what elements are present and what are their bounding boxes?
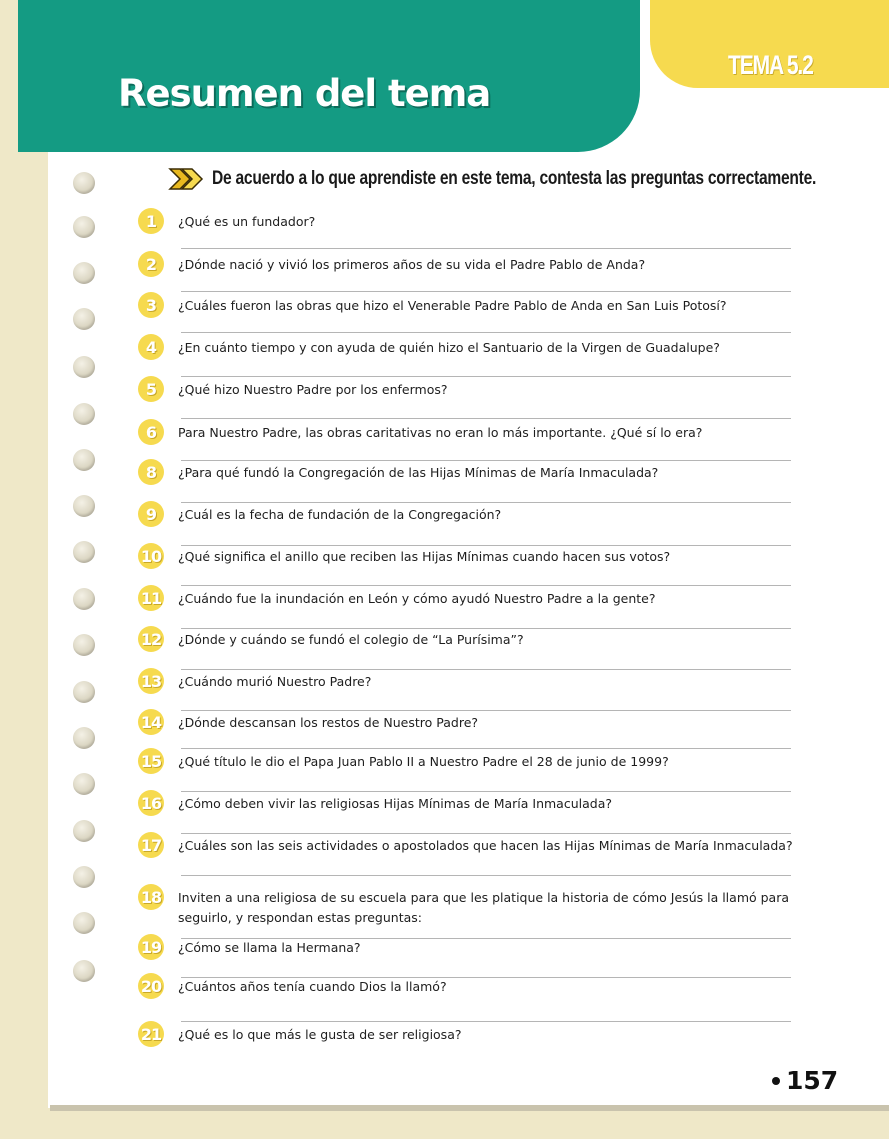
binder-hole-icon: [73, 449, 95, 471]
question-text: Para Nuestro Padre, las obras caritativas no eran lo más importante. ¿Qué sí lo era?: [178, 425, 703, 440]
question-text: ¿Qué título le dio el Papa Juan Pablo II a Nuestro Padre el 28 de junio de 1999?: [178, 754, 669, 769]
question-number-badge: 3: [138, 292, 164, 318]
question-number-badge: 18: [138, 884, 164, 910]
question-number-badge: 21: [138, 1021, 164, 1047]
question-number-badge: 6: [138, 419, 164, 445]
binder-hole-icon: [73, 912, 95, 934]
question-number-badge: 5: [138, 376, 164, 402]
answer-line: [181, 248, 791, 249]
page-title: Resumen del tema: [118, 72, 491, 115]
question-text: ¿Qué es un fundador?: [178, 214, 316, 229]
binder-hole-icon: [73, 541, 95, 563]
question-text: ¿Qué significa el anillo que reciben las Hijas Mínimas cuando hacen sus votos?: [178, 549, 671, 564]
binder-hole-icon: [73, 727, 95, 749]
question-text: ¿Cuáles son las seis actividades o apostolados que hacen las Hijas Mínimas de María Inmaculada?: [178, 838, 793, 853]
question-number-badge: 13: [138, 668, 164, 694]
question-text: ¿Cuál es la fecha de fundación de la Congregación?: [178, 507, 502, 522]
answer-line: [181, 669, 791, 670]
question-text: ¿Para qué fundó la Congregación de las Hijas Mínimas de María Inmaculada?: [178, 465, 659, 480]
answer-line: [181, 376, 791, 377]
question-text: ¿Dónde nació y vivió los primeros años de su vida el Padre Pablo de Anda?: [178, 257, 646, 272]
answer-line: [181, 791, 791, 792]
question-text: ¿Dónde descansan los restos de Nuestro Padre?: [178, 715, 479, 730]
question-number-badge: 1: [138, 208, 164, 234]
binder-hole-icon: [73, 216, 95, 238]
question-number-badge: 12: [138, 626, 164, 652]
answer-line: [181, 977, 791, 978]
question-number-badge: 8: [138, 459, 164, 485]
page-number: [772, 1066, 838, 1095]
answer-line: [181, 1021, 791, 1022]
answer-line: [181, 710, 791, 711]
answer-line: [181, 460, 791, 461]
question-text: ¿Cuántos años tenía cuando Dios la llamó?: [178, 979, 447, 994]
answer-line: [181, 628, 791, 629]
binder-margin: [18, 152, 48, 1108]
binder-hole-icon: [73, 588, 95, 610]
question-number-badge: 17: [138, 832, 164, 858]
tema-label: TEMA 5.2: [728, 50, 813, 80]
binder-hole-icon: [73, 262, 95, 284]
answer-line: [181, 585, 791, 586]
question-text: ¿Qué es lo que más le gusta de ser religiosa?: [178, 1027, 462, 1042]
instruction-text: De acuerdo a lo que aprendiste en este tema, contesta las preguntas correctamente.: [212, 168, 817, 189]
question-text: ¿Cómo se llama la Hermana?: [178, 940, 361, 955]
question-text: ¿Cuáles fueron las obras que hizo el Venerable Padre Pablo de Anda en San Luis Potosí?: [178, 298, 727, 313]
question-number-badge: 19: [138, 934, 164, 960]
question-number-badge: 9: [138, 501, 164, 527]
binder-hole-icon: [73, 308, 95, 330]
question-text: ¿Cuándo fue la inundación en León y cómo ayudó Nuestro Padre a la gente?: [178, 591, 656, 606]
answer-line: [181, 833, 791, 834]
binder-hole-icon: [73, 495, 95, 517]
instruction: [168, 167, 889, 191]
question-number-badge: 2: [138, 251, 164, 277]
answer-line: [181, 748, 791, 749]
question-number-badge: 4: [138, 334, 164, 360]
bullet-icon: [772, 1077, 780, 1085]
binder-hole-icon: [73, 820, 95, 842]
answer-line: [181, 418, 791, 419]
binder-hole-icon: [73, 866, 95, 888]
question-number-badge: 16: [138, 790, 164, 816]
answer-line: [181, 291, 791, 292]
question-text: ¿Qué hizo Nuestro Padre por los enfermos?: [178, 382, 448, 397]
double-chevron-right-icon: [168, 167, 204, 191]
question-number-badge: 20: [138, 973, 164, 999]
question-text: ¿Dónde y cuándo se fundó el colegio de “La Purísima”?: [178, 632, 524, 647]
binder-hole-icon: [73, 172, 95, 194]
question-text: ¿Cómo deben vivir las religiosas Hijas Mínimas de María Inmaculada?: [178, 796, 612, 811]
answer-line: [181, 545, 791, 546]
question-text: Inviten a una religiosa de su escuela para que les platique la historia de cómo Jesús la llamó para seguirlo, y respondan estas preguntas:: [178, 890, 790, 925]
question-number-badge: 10: [138, 543, 164, 569]
answer-line: [181, 938, 791, 939]
binder-hole-icon: [73, 773, 95, 795]
binder-hole-icon: [73, 634, 95, 656]
page-bottom-shadow: [50, 1105, 889, 1111]
question-number-badge: 15: [138, 748, 164, 774]
answer-line: [181, 332, 791, 333]
page-number-text: 157: [786, 1066, 839, 1095]
answer-line: [181, 875, 791, 876]
question-number-badge: 11: [138, 585, 164, 611]
binder-hole-icon: [73, 403, 95, 425]
binder-hole-icon: [73, 681, 95, 703]
question-text: ¿En cuánto tiempo y con ayuda de quién hizo el Santuario de la Virgen de Guadalupe?: [178, 340, 720, 355]
binder-hole-icon: [73, 356, 95, 378]
question-number-badge: 14: [138, 709, 164, 735]
binder-hole-icon: [73, 960, 95, 982]
question-text: ¿Cuándo murió Nuestro Padre?: [178, 674, 372, 689]
answer-line: [181, 502, 791, 503]
